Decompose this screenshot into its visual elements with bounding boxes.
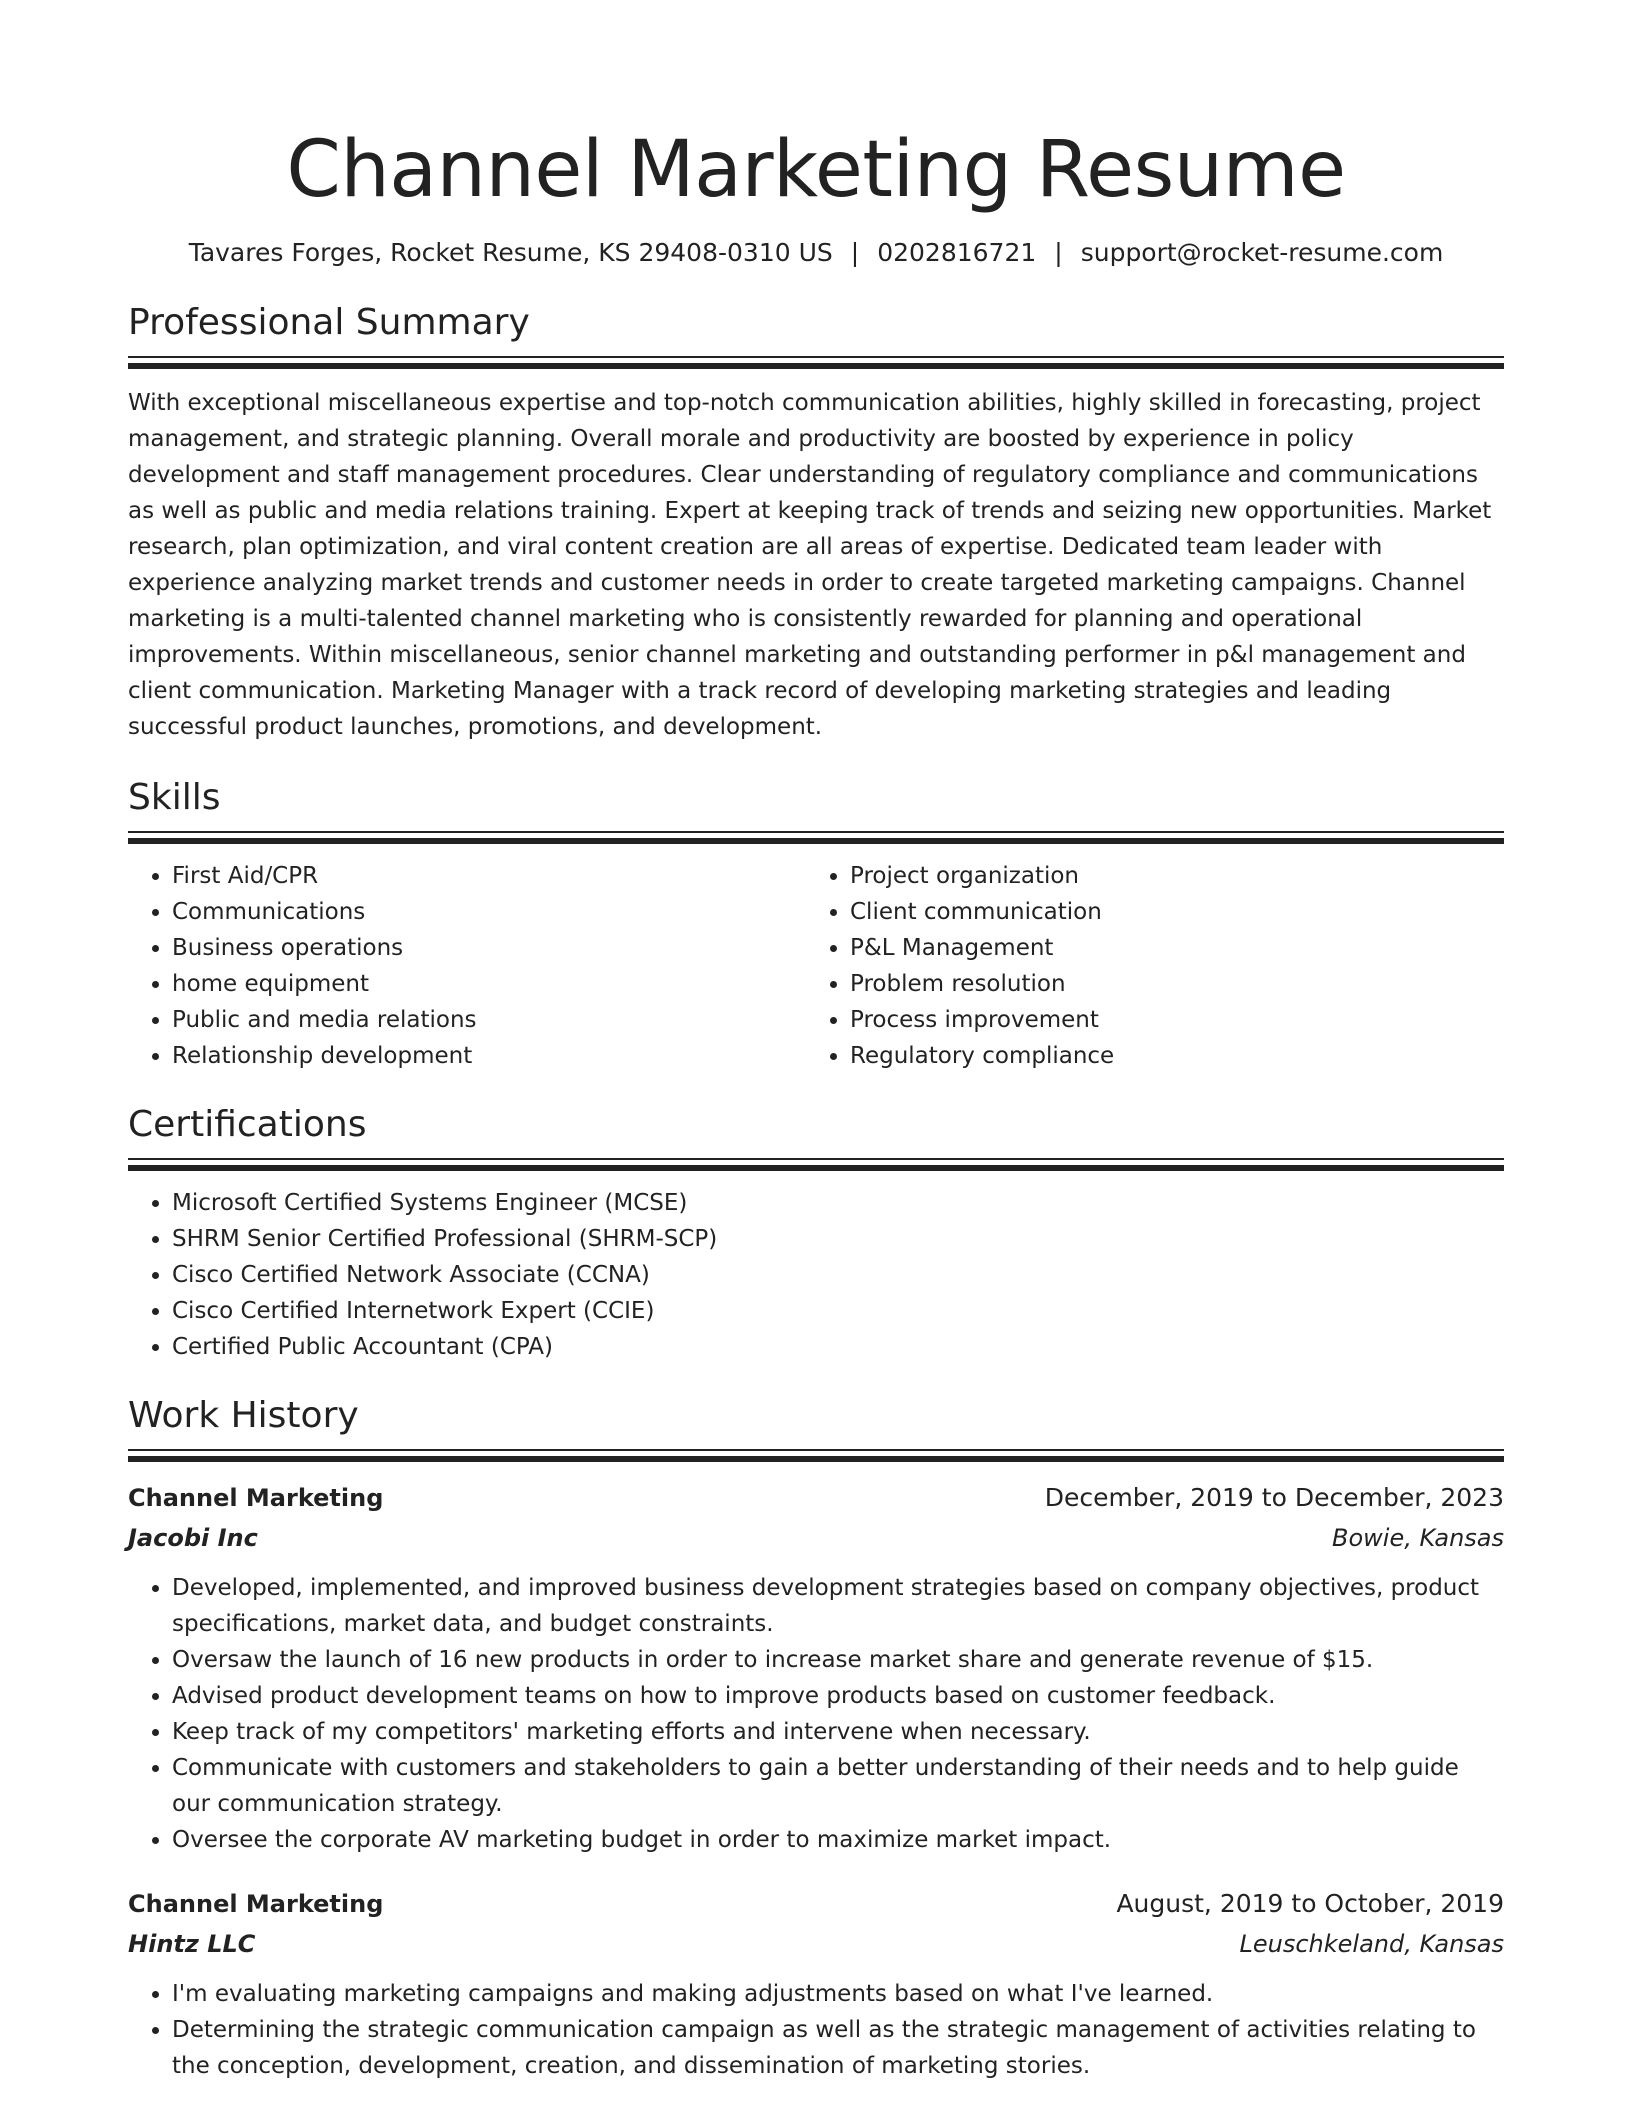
skill-item: • Regulatory compliance bbox=[850, 1038, 1484, 1074]
job-company: Jacobi Inc bbox=[128, 1524, 258, 1552]
skill-item: • P&L Management bbox=[850, 930, 1484, 966]
job-bullet: • Developed, implemented, and improved business development strategies based on company objectives, product specifications, market data, and budget constraints. bbox=[172, 1570, 1504, 1642]
summary-section bbox=[128, 300, 1504, 745]
job-bullet: • Oversee the corporate AV marketing budget in order to maximize market impact. bbox=[172, 1822, 1504, 1858]
job-title: Channel Marketing bbox=[128, 1484, 384, 1512]
certification-item: • Cisco Certified Network Associate (CCNA) bbox=[172, 1257, 1504, 1293]
contact-email: support@rocket-resume.com bbox=[1080, 238, 1444, 267]
section-rule-thick bbox=[128, 1456, 1504, 1462]
job-dates: August, 2019 to October, 2019 bbox=[1116, 1889, 1504, 1918]
job-header-row bbox=[128, 1478, 1504, 1518]
section-rule-thick bbox=[128, 1165, 1504, 1171]
job-location: Bowie, Kansas bbox=[1332, 1524, 1504, 1552]
certification-item: • Microsoft Certified Systems Engineer (MCSE) bbox=[172, 1185, 1504, 1221]
job-bullets bbox=[128, 1570, 1504, 1858]
certification-item: • Cisco Certified Internetwork Expert (CCIE) bbox=[172, 1293, 1504, 1329]
job-company-row bbox=[128, 1924, 1504, 1964]
skills-list-left bbox=[128, 858, 806, 1074]
skills-heading: Skills bbox=[128, 777, 221, 818]
certification-item: • SHRM Senior Certified Professional (SHRM-SCP) bbox=[172, 1221, 1504, 1257]
section-rule-thin bbox=[128, 1449, 1504, 1451]
skill-item: • Client communication bbox=[850, 894, 1484, 930]
work-history-section bbox=[128, 1393, 1504, 2084]
job-title: Channel Marketing bbox=[128, 1890, 384, 1918]
certifications-list bbox=[128, 1185, 1504, 1365]
certifications-section bbox=[128, 1102, 1504, 1365]
job-bullets bbox=[128, 1976, 1504, 2084]
section-rule-thin bbox=[128, 831, 1504, 833]
contact-separator: | bbox=[850, 238, 860, 267]
job-location: Leuschkeland, Kansas bbox=[1239, 1930, 1504, 1958]
job-bullet: • Keep track of my competitors' marketing efforts and intervene when necessary. bbox=[172, 1714, 1504, 1750]
job-bullet: • Communicate with customers and stakeholders to gain a better understanding of their needs and to help guide our communication strategy. bbox=[172, 1750, 1504, 1822]
job-bullet: • Determining the strategic communication campaign as well as the strategic management of activities relating to the conception, development, creation, and dissemination of marketing stories. bbox=[172, 2012, 1504, 2084]
job-bullet: • Oversaw the launch of 16 new products in order to increase market share and generate revenue of $15. bbox=[172, 1642, 1504, 1678]
job-entry bbox=[128, 1478, 1504, 1858]
summary-text: With exceptional miscellaneous expertise and top-notch communication abilities, highly skilled in forecasting, project management, and strategic planning. Overall morale and productivity are boosted by experience in policy development and staff management procedures. Clear understanding of regulatory compliance and communications as well as public and media relations training. Expert at keeping track of trends and seizing new opportunities. Market research, plan optimization, and viral content creation are all areas of expertise. Dedicated team leader with experience analyzing market trends and customer needs in order to create targeted marketing campaigns. Channel marketing is a multi-talented channel marketing who is consistently rewarded for planning and operational improvements. Within miscellaneous, senior channel marketing and outstanding performer in p&l management and client communication. Marketing Manager with a track record of developing marketing strategies and leading successful product launches, promotions, and development. bbox=[128, 390, 1492, 740]
page-title: Channel Marketing Resume bbox=[286, 125, 1346, 215]
job-header-row bbox=[128, 1884, 1504, 1924]
skill-item: • Process improvement bbox=[850, 1002, 1484, 1038]
contact-address: Tavares Forges, Rocket Resume, KS 29408-0310 US bbox=[188, 238, 833, 267]
job-company-row bbox=[128, 1518, 1504, 1558]
skill-item: • Public and media relations bbox=[172, 1002, 806, 1038]
job-entry bbox=[128, 1884, 1504, 2084]
skills-section bbox=[128, 775, 1504, 1074]
skill-item: • Relationship development bbox=[172, 1038, 806, 1074]
job-dates: December, 2019 to December, 2023 bbox=[1044, 1483, 1504, 1512]
skills-grid bbox=[128, 858, 1504, 1074]
contact-phone: 0202816721 bbox=[877, 238, 1037, 267]
section-rule-thin bbox=[128, 356, 1504, 358]
contact-separator: | bbox=[1054, 238, 1063, 267]
contact-line bbox=[128, 236, 1504, 270]
skill-item: • Business operations bbox=[172, 930, 806, 966]
skill-item: • home equipment bbox=[172, 966, 806, 1002]
job-bullet: • Advised product development teams on how to improve products based on customer feedback. bbox=[172, 1678, 1504, 1714]
section-rule-thick bbox=[128, 838, 1504, 844]
job-bullet: • I'm evaluating marketing campaigns and making adjustments based on what I've learned. bbox=[172, 1976, 1504, 2012]
section-rule-thick bbox=[128, 363, 1504, 369]
job-company: Hintz LLC bbox=[128, 1930, 256, 1958]
skill-item: • Project organization bbox=[850, 858, 1484, 894]
skill-item: • Communications bbox=[172, 894, 806, 930]
section-rule-thin bbox=[128, 1158, 1504, 1160]
summary-heading: Professional Summary bbox=[128, 302, 530, 343]
skill-item: • First Aid/CPR bbox=[172, 858, 806, 894]
work-history-heading: Work History bbox=[128, 1395, 359, 1436]
skills-list-right bbox=[806, 858, 1484, 1074]
certification-item: • Certified Public Accountant (CPA) bbox=[172, 1329, 1504, 1365]
resume-page bbox=[128, 0, 1504, 2084]
skill-item: • Problem resolution bbox=[850, 966, 1484, 1002]
certifications-heading: Certifications bbox=[128, 1104, 367, 1145]
